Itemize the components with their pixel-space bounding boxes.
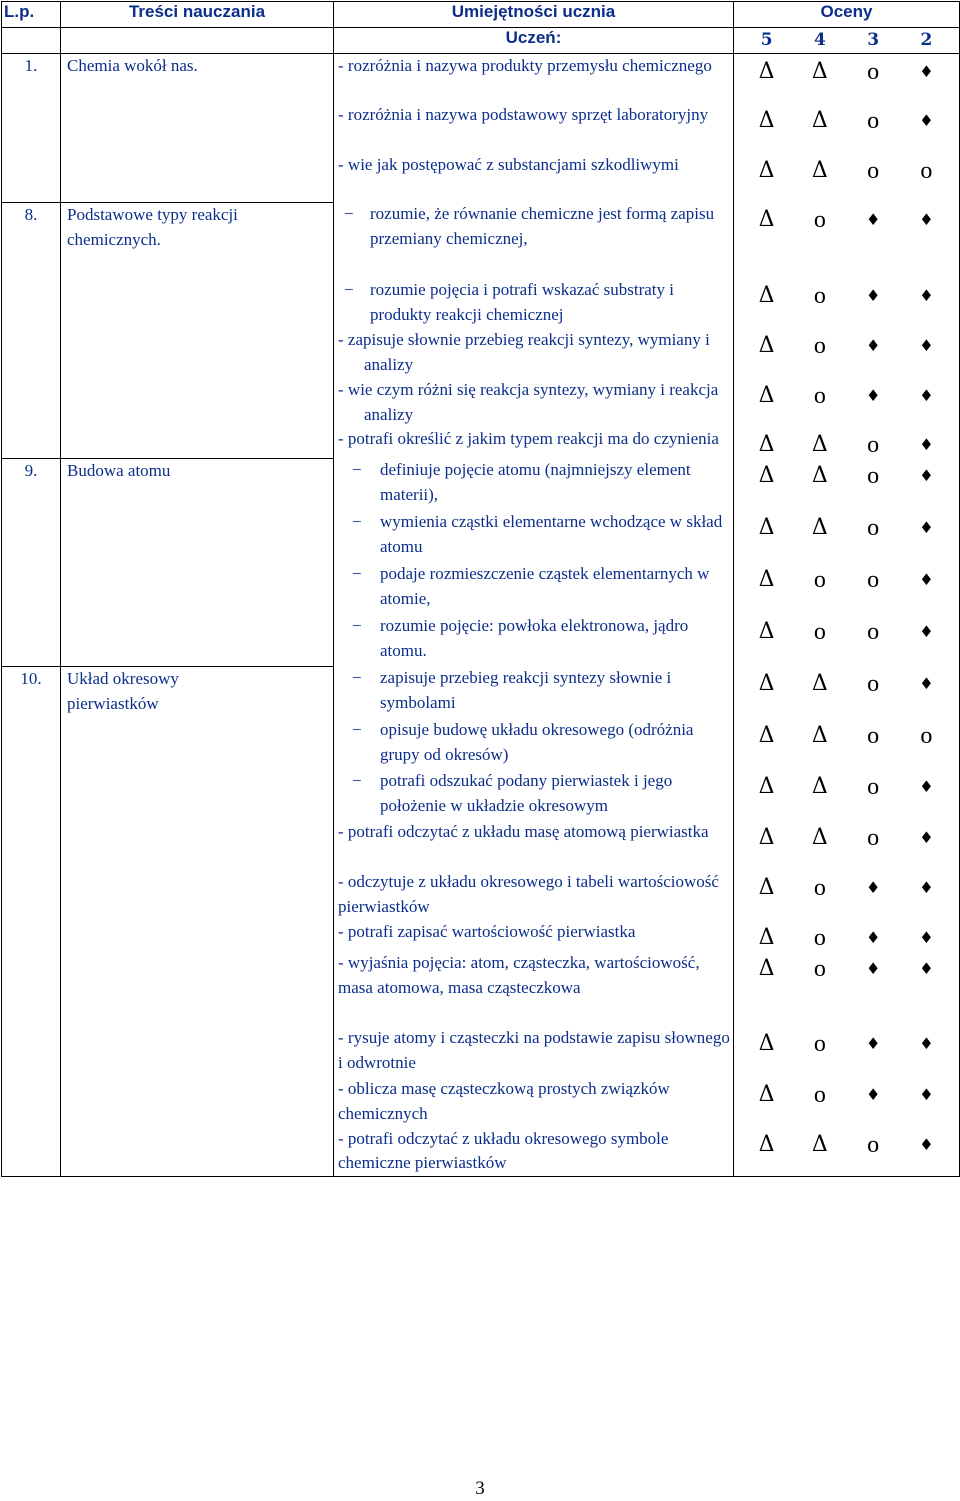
skill-dash: − (352, 564, 362, 584)
delta-mark-icon: Δ (758, 108, 775, 134)
skill-item (334, 1026, 734, 1077)
header-uczen: Uczeń: (334, 28, 734, 54)
skill-text: - rozróżnia i nazywa podstawowy sprzęt laboratoryjny (338, 105, 709, 125)
delta-mark-icon: Δ (758, 515, 775, 541)
skill-item (334, 666, 734, 718)
delta-mark-icon: Δ (758, 774, 775, 800)
skill-text: - wyjaśnia pojęcia: atom, cząsteczka, wartościowość, masa atomowa, masa cząsteczkowa (338, 953, 700, 997)
skill-item (334, 769, 734, 820)
delta-mark-icon: Δ (758, 158, 775, 184)
diamond-mark-icon: ♦ (919, 466, 934, 486)
diamond-mark-icon: ♦ (865, 878, 881, 898)
skill-text: potrafi odszukać podany pierwiastek i jego położenie w układzie okresowym (380, 771, 673, 816)
skill-text: podaje rozmieszczenie cząstek elementarnych w atomie, (380, 564, 710, 609)
circle-mark-icon: o (867, 158, 880, 185)
delta-mark-icon: Δ (811, 463, 828, 489)
diamond-mark-icon: ♦ (919, 777, 934, 797)
skill-text: rozumie pojęcie: powłoka elektronowa, jądro atomu. (380, 616, 689, 661)
skill-text: definiuje pojęcie atomu (najmniejszy element materii), (380, 460, 691, 505)
skill-item (334, 951, 734, 1026)
header-oceny: Oceny (734, 2, 960, 28)
page-number: 3 (475, 1478, 485, 1499)
circle-mark-icon: o (867, 515, 880, 542)
diamond-mark-icon: ♦ (919, 210, 934, 230)
grade-marks (734, 378, 960, 428)
skill-text: - potrafi odczytać z układu masę atomową pierwiastka (338, 822, 709, 842)
circle-mark-icon: o (813, 956, 826, 983)
diamond-mark-icon: ♦ (865, 928, 881, 948)
skill-item (334, 278, 734, 328)
grade-marks (734, 614, 960, 666)
grade-marks (734, 1026, 960, 1077)
grade-marks (734, 53, 960, 103)
delta-mark-icon: Δ (758, 432, 775, 458)
diamond-mark-icon: ♦ (919, 111, 934, 131)
section-number: 8. (2, 202, 61, 458)
skill-dash: − (352, 668, 362, 688)
delta-mark-icon: Δ (758, 333, 775, 359)
diamond-mark-icon: ♦ (919, 828, 934, 848)
circle-mark-icon: o (813, 1031, 826, 1058)
grade-marks (734, 202, 960, 278)
delta-mark-icon: Δ (758, 875, 775, 901)
skill-item (334, 870, 734, 920)
diamond-mark-icon: ♦ (919, 959, 934, 979)
grade-marks (734, 328, 960, 378)
diamond-mark-icon: ♦ (919, 518, 934, 538)
section-number: 1. (2, 53, 61, 202)
circle-mark-icon: o (867, 671, 880, 698)
delta-mark-icon: Δ (758, 1131, 775, 1157)
diamond-mark-icon: ♦ (919, 336, 934, 356)
skill-dash: − (352, 616, 362, 636)
delta-mark-icon: Δ (758, 956, 775, 982)
skill-item (334, 328, 734, 378)
skill-dash: − (344, 280, 354, 300)
skill-text: - potrafi odczytać z układu okresowego symbole chemiczne pierwiastków (338, 1128, 669, 1173)
diamond-mark-icon: ♦ (919, 435, 934, 455)
delta-mark-icon: Δ (758, 619, 775, 645)
grade-marks (734, 153, 960, 202)
skill-dash: − (352, 512, 362, 532)
skill-item (334, 920, 734, 951)
diamond-mark-icon: ♦ (919, 1134, 934, 1154)
circle-mark-icon: o (920, 723, 933, 750)
delta-mark-icon: Δ (811, 58, 828, 84)
skill-item (334, 1077, 734, 1127)
circle-mark-icon: o (867, 567, 880, 594)
diamond-mark-icon: ♦ (865, 1034, 881, 1054)
circle-mark-icon: o (867, 825, 880, 852)
skill-text: wymienia cząstki elementarne wchodzące w skład atomu (380, 512, 723, 557)
circle-mark-icon: o (867, 1131, 880, 1158)
grade-2-label: 2 (920, 30, 933, 50)
section-number: 10. (2, 666, 61, 1176)
curriculum-table (1, 1, 960, 1177)
diamond-mark-icon: ♦ (865, 959, 881, 979)
circle-mark-icon: o (867, 432, 880, 459)
diamond-mark-icon: ♦ (919, 570, 934, 590)
skill-dash: − (352, 771, 362, 791)
skill-item (334, 614, 734, 666)
diamond-mark-icon: ♦ (865, 286, 881, 306)
diamond-mark-icon: ♦ (919, 928, 934, 948)
circle-mark-icon: o (867, 58, 880, 85)
circle-mark-icon: o (813, 925, 826, 952)
skill-dash: − (352, 460, 362, 480)
delta-mark-icon: Δ (811, 1131, 828, 1157)
grade-marks (734, 769, 960, 820)
skill-item (334, 820, 734, 870)
grade-marks (734, 103, 960, 153)
grade-marks (734, 510, 960, 562)
delta-mark-icon: Δ (758, 283, 775, 309)
delta-mark-icon: Δ (758, 671, 775, 697)
grade-marks (734, 951, 960, 1026)
skill-text: rozumie pojęcia i potrafi wskazać substraty i produkty reakcji chemicznej (370, 280, 674, 325)
header-umiejetnosci: Umiejętności ucznia (334, 2, 734, 28)
delta-mark-icon: Δ (758, 1082, 775, 1108)
diamond-mark-icon: ♦ (919, 878, 934, 898)
delta-mark-icon: Δ (758, 382, 775, 408)
skill-text: - potrafi zapisać wartościowość pierwiastka (338, 922, 636, 942)
skill-text: opisuje budowę układu okresowego (odróżnia grupy od okresów) (380, 720, 694, 765)
grade-marks (734, 427, 960, 458)
skill-item (334, 202, 734, 278)
delta-mark-icon: Δ (811, 432, 828, 458)
skill-text: zapisuje przebieg reakcji syntezy słownie i symbolami (380, 668, 672, 713)
header-tresci: Treści nauczania (61, 2, 334, 28)
diamond-mark-icon: ♦ (919, 286, 934, 306)
delta-mark-icon: Δ (811, 723, 828, 749)
delta-mark-icon: Δ (811, 671, 828, 697)
diamond-mark-icon: ♦ (919, 1085, 934, 1105)
diamond-mark-icon: ♦ (865, 210, 881, 230)
header-lp: L.p. (2, 2, 61, 28)
grade-marks (734, 278, 960, 328)
circle-mark-icon: o (867, 108, 880, 135)
grade-marks (734, 920, 960, 951)
grade-5-label: 5 (760, 30, 773, 50)
skill-text: - zapisuje słownie przebieg reakcji syntezy, wymiany i analizy (338, 330, 710, 375)
diamond-mark-icon: ♦ (919, 61, 934, 81)
delta-mark-icon: Δ (758, 58, 775, 84)
delta-mark-icon: Δ (758, 463, 775, 489)
circle-mark-icon: o (813, 1082, 826, 1109)
skill-item (334, 378, 734, 428)
delta-mark-icon: Δ (811, 774, 828, 800)
skill-item (334, 53, 734, 103)
diamond-mark-icon: ♦ (919, 385, 934, 405)
diamond-mark-icon: ♦ (919, 674, 934, 694)
delta-mark-icon: Δ (811, 515, 828, 541)
grade-marks (734, 562, 960, 614)
header-grades (734, 28, 960, 54)
skill-text: - oblicza masę cząsteczkową prostych związków chemicznych (338, 1079, 670, 1123)
skill-item (334, 1127, 734, 1177)
delta-mark-icon: Δ (811, 825, 828, 851)
delta-mark-icon: Δ (811, 108, 828, 134)
skill-dash: − (344, 204, 354, 224)
delta-mark-icon: Δ (758, 825, 775, 851)
circle-mark-icon: o (867, 774, 880, 801)
circle-mark-icon: o (867, 723, 880, 750)
skill-item (334, 510, 734, 562)
grade-marks (734, 458, 960, 510)
delta-mark-icon: Δ (758, 723, 775, 749)
section-topic: Budowa atomu (61, 458, 334, 666)
grade-marks (734, 718, 960, 769)
diamond-mark-icon: ♦ (919, 622, 934, 642)
skill-text: - odczytuje z układu okresowego i tabeli wartościowość pierwiastków (338, 872, 719, 917)
circle-mark-icon: o (867, 463, 880, 490)
skill-item (334, 718, 734, 769)
circle-mark-icon: o (813, 283, 826, 310)
skill-text: - rozróżnia i nazywa produkty przemysłu chemicznego (338, 55, 712, 75)
skill-text: - rysuje atomy i cząsteczki na podstawie zapisu słownego i odwrotnie (338, 1028, 730, 1072)
delta-mark-icon: Δ (758, 207, 775, 233)
skill-item (334, 427, 734, 458)
section-number: 9. (2, 458, 61, 666)
grade-marks (734, 870, 960, 920)
skill-item (334, 562, 734, 614)
delta-mark-icon: Δ (811, 158, 828, 184)
grade-4-label: 4 (813, 30, 826, 50)
delta-mark-icon: Δ (758, 1031, 775, 1057)
grade-3-label: 3 (867, 30, 880, 50)
section-topic: Układ okresowy pierwiastków (61, 666, 334, 1176)
skill-text: - wie czym różni się reakcja syntezy, wymiany i reakcja analizy (338, 379, 719, 424)
grade-marks (734, 1077, 960, 1127)
skill-item (334, 103, 734, 153)
circle-mark-icon: o (813, 382, 826, 409)
circle-mark-icon: o (920, 158, 933, 185)
circle-mark-icon: o (813, 333, 826, 360)
circle-mark-icon: o (813, 619, 826, 646)
diamond-mark-icon: ♦ (865, 336, 881, 356)
skill-text: - potrafi określić z jakim typem reakcji ma do czynienia (338, 429, 719, 449)
skill-item (334, 153, 734, 202)
circle-mark-icon: o (813, 207, 826, 234)
delta-mark-icon: Δ (758, 925, 775, 951)
section-topic: Chemia wokół nas. (61, 53, 334, 202)
skill-dash: − (352, 720, 362, 740)
skill-item (334, 458, 734, 510)
grade-marks (734, 820, 960, 870)
circle-mark-icon: o (813, 567, 826, 594)
grade-marks (734, 666, 960, 718)
skill-text: - wie jak postępować z substancjami szkodliwymi (338, 155, 679, 175)
diamond-mark-icon: ♦ (919, 1034, 934, 1054)
section-topic: Podstawowe typy reakcji chemicznych. (61, 202, 334, 458)
delta-mark-icon: Δ (758, 567, 775, 593)
diamond-mark-icon: ♦ (865, 1085, 881, 1105)
skill-text: rozumie, że równanie chemiczne jest formą zapisu przemiany chemicznej, (370, 204, 715, 249)
circle-mark-icon: o (813, 875, 826, 902)
grade-marks (734, 1127, 960, 1177)
diamond-mark-icon: ♦ (865, 385, 881, 405)
circle-mark-icon: o (867, 619, 880, 646)
